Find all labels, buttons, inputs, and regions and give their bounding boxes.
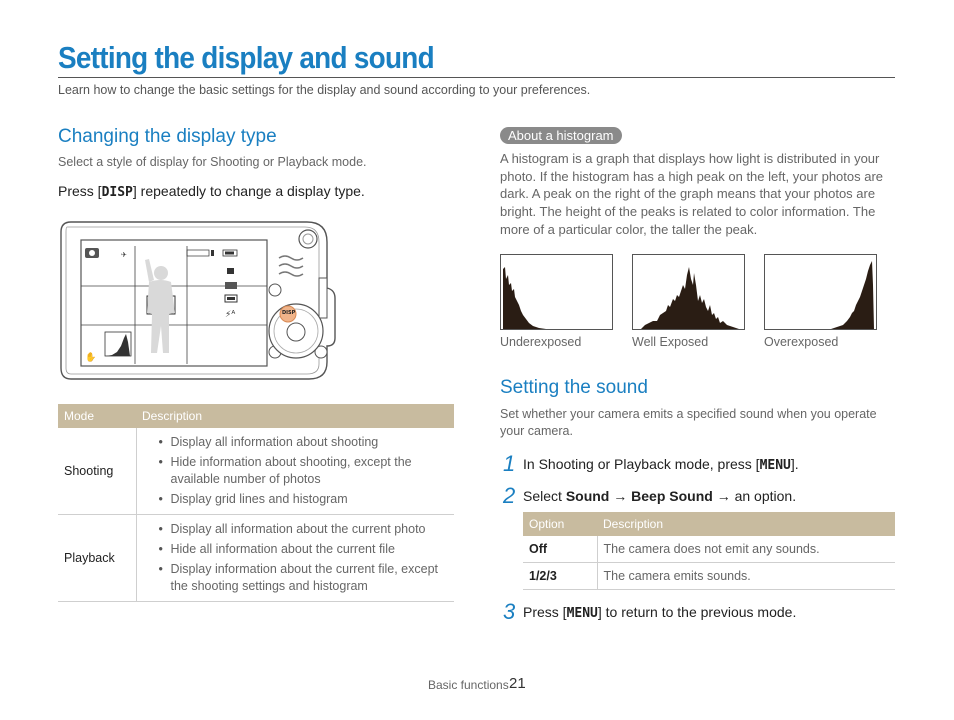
menu-sound-label: Sound	[565, 488, 610, 504]
description-cell: The camera does not emit any sounds.	[597, 536, 895, 563]
list-item: • Hide all information about the current file	[171, 541, 449, 558]
step-number: 2	[503, 483, 516, 508]
mode-header: Mode	[58, 404, 136, 428]
histogram-description: A histogram is a graph that displays how light is distributed in your photo. If the histogram has a high peak on the left, your photos are dark. A peak on the right of the graph means that your photos are bright. The height of the peaks is related to color information. The more of a particular color, the taller the peak.	[500, 151, 884, 237]
menu-beep-sound-label: Beep Sound	[631, 488, 713, 504]
description-header: Description	[136, 404, 454, 428]
footer-section-label: Basic functions	[428, 678, 509, 692]
step-text: Select	[523, 488, 566, 504]
histogram-underexposed	[500, 254, 613, 330]
step-text: ].	[790, 456, 799, 472]
press-prefix: Press [	[58, 183, 102, 199]
sound-option-table	[523, 512, 895, 590]
histogram-underexposed-graph	[501, 255, 612, 329]
histogram-overexposed	[764, 254, 877, 330]
option-cell: 1/2/3	[523, 563, 597, 590]
page-intro: Learn how to change the basic settings for the display and sound according to your preferences.	[58, 83, 591, 97]
camera-illustration	[57, 218, 339, 383]
svg-text:✈: ✈	[121, 251, 127, 259]
display-mode-table	[58, 404, 454, 602]
disp-key-icon: DISP	[101, 185, 133, 200]
table-row	[523, 536, 895, 563]
camera-disp-button: DISP	[282, 310, 296, 316]
list-item: • Hide information about shooting, except the available number of photos	[171, 454, 449, 488]
table-row	[58, 515, 454, 602]
histogram-overexposed-graph	[765, 255, 876, 329]
table-row	[523, 563, 895, 590]
step-number: 3	[503, 599, 516, 624]
list-item: • Display all information about shooting	[171, 434, 449, 451]
description-cell: The camera emits sounds.	[597, 563, 895, 590]
display-section-heading: Changing the display type	[58, 126, 277, 147]
step-3-text	[523, 604, 796, 621]
arrow-icon: →	[609, 488, 632, 504]
mode-cell: Shooting	[58, 428, 136, 515]
histogram-well-exposed	[632, 254, 745, 330]
step-number: 1	[503, 451, 516, 476]
display-press-instruction	[58, 183, 365, 200]
list-item: • Display all information about the current photo	[171, 521, 449, 538]
option-cell: Off	[523, 536, 597, 563]
table-row	[58, 428, 454, 515]
svg-text:✋: ✋	[85, 353, 97, 363]
page-title: Setting the display and sound	[58, 40, 434, 75]
sound-section-subtitle: Set whether your camera emits a specified sound when you operate your camera.	[500, 407, 877, 438]
page-number: 21	[509, 675, 526, 692]
histogram-well-exposed-graph	[633, 255, 744, 329]
step-text: In Shooting or Playback mode, press [	[523, 456, 760, 472]
step-text: ] to return to the previous mode.	[597, 604, 797, 620]
menu-key-icon: MENU	[566, 606, 598, 621]
list-item: • Display information about the current file, except the shooting settings and histogram	[171, 561, 449, 595]
option-header: Option	[523, 512, 597, 536]
press-suffix: ] repeatedly to change a display type.	[132, 183, 365, 199]
menu-key-icon: MENU	[759, 458, 791, 473]
title-divider	[58, 77, 895, 78]
histogram-label-badge: About a histogram	[500, 127, 622, 144]
step-1-text	[523, 456, 799, 473]
histogram-caption: Well Exposed	[632, 335, 709, 349]
list-item: • Display grid lines and histogram	[171, 491, 449, 508]
step-text: Press [	[523, 604, 567, 620]
display-section-subtitle: Select a style of display for Shooting or Playback mode.	[58, 155, 367, 169]
sound-section-heading: Setting the sound	[500, 377, 648, 398]
description-header: Description	[597, 512, 895, 536]
histogram-caption: Overexposed	[764, 335, 839, 349]
step-text: → an option.	[712, 488, 797, 504]
step-2-text	[523, 488, 796, 504]
histogram-caption: Underexposed	[500, 335, 582, 349]
svg-text:⚡ᴬ: ⚡ᴬ	[225, 310, 236, 320]
mode-cell: Playback	[58, 515, 136, 602]
